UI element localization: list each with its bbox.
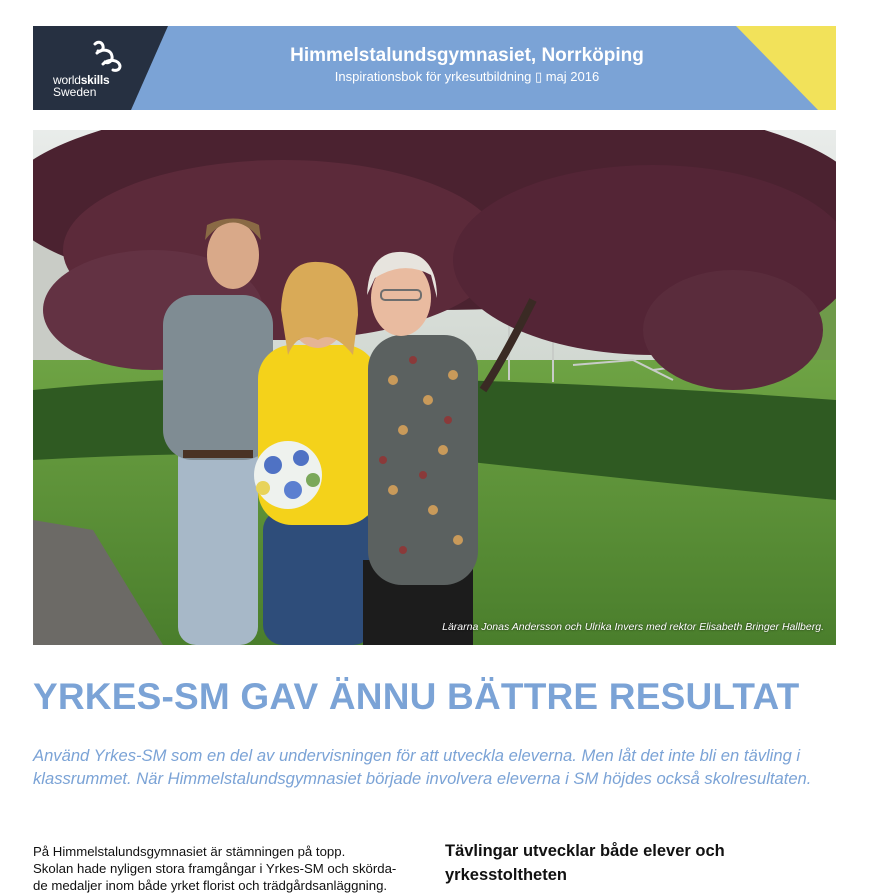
logo-world-text: world [53,73,81,87]
body-line: Skolan hade nyligen stora framgångar i Yrkes-SM och skörda- [33,861,397,876]
article-body-column [33,843,433,894]
photo-illustration [33,130,836,645]
worldskills-logo [53,40,143,100]
logo-skills-text: skills [80,73,110,87]
publication-title: Himmelstalundsgymnasiet, Norrköping [290,45,644,66]
publication-subtitle: Inspirationsbok för yrkesutbildning ▯ maj 2016 [334,69,600,84]
logo-block [33,26,198,110]
logo-country: Sweden [53,85,97,99]
yellow-corner-accent [736,26,836,110]
photo-caption: Lärarna Jonas Andersson och Ulrika Invers med rektor Elisabeth Bringer Hallberg. [442,621,824,633]
article-subheading: Tävlingar utvecklar både elever och yrkesstoltheten [445,842,725,884]
article-headline: YRKES-SM GAV ÄNNU BÄTTRE RESULTAT [33,676,800,717]
body-line: På Himmelstalundsgymnasiet är stämningen på topp. [33,844,346,859]
feature-photo [33,130,836,645]
article-lead: Använd Yrkes-SM som en del av undervisningen för att utveckla eleverna. Men låt det inte bli en tävling i klassrummet. När Himmelstalundsgymnasiet började involvera eleverna i SM höjdes också skolresultaten. [33,746,812,788]
body-line: de medaljer inom både yrket florist och trädgårdsanläggning. [33,878,388,893]
header-banner [33,26,836,110]
worldskills-mark-icon [89,40,123,72]
